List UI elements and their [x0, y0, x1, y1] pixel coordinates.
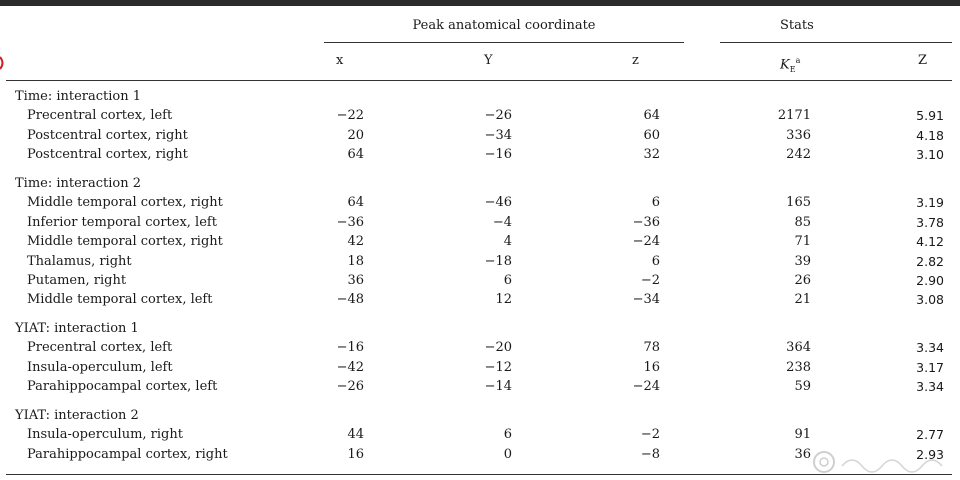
cell-x: −48	[336, 292, 364, 308]
cell-ke: 26	[794, 273, 811, 288]
ke-sup: a	[795, 56, 801, 65]
cell-z: 32	[643, 147, 660, 163]
cell-zscore: 4.18	[916, 127, 944, 143]
peak-coordinate-underline	[324, 42, 684, 43]
cell-y: −16	[484, 147, 512, 163]
cell-ke: 59	[794, 379, 811, 395]
section-title: YIAT: interaction 1	[15, 321, 139, 336]
col-z-header: z	[632, 53, 639, 68]
cell-x: 64	[347, 147, 364, 163]
region-label: Thalamus, right	[27, 253, 132, 269]
cell-z: −2	[640, 427, 660, 443]
section-title: Time: interaction 2	[15, 176, 142, 191]
cell-y: −26	[484, 108, 512, 124]
section-title: Time: interaction 1	[15, 89, 142, 104]
cell-z: 6	[651, 253, 660, 269]
top-border	[0, 0, 960, 6]
cell-y: 6	[503, 427, 512, 443]
cell-x: 16	[347, 446, 364, 462]
cell-y: −20	[484, 340, 512, 356]
cell-z: −8	[640, 446, 660, 462]
ke-main: K	[780, 57, 790, 73]
cell-x: −36	[336, 214, 364, 230]
cell-z: −24	[632, 379, 660, 395]
cell-y: 12	[495, 292, 512, 308]
region-label: Middle temporal cortex, left	[27, 292, 213, 308]
cell-x: −26	[336, 379, 364, 395]
cell-ke: 36	[794, 446, 811, 462]
red-margin-mark	[0, 55, 5, 71]
cell-y: 0	[503, 446, 512, 462]
cell-y: −46	[484, 195, 512, 211]
cell-x: 44	[347, 427, 364, 443]
cell-ke: 242	[786, 147, 811, 163]
cell-y: −12	[484, 359, 512, 375]
cell-ke: 336	[786, 127, 811, 143]
region-label: Inferior temporal cortex, left	[27, 214, 217, 230]
peak-coordinate-header: Peak anatomical coordinate	[412, 18, 596, 33]
cell-ke: 39	[794, 253, 811, 269]
cell-zscore: 3.08	[916, 292, 944, 308]
region-label: Insula-operculum, left	[27, 359, 173, 375]
region-label: Middle temporal cortex, right	[27, 195, 223, 211]
cell-z: −36	[632, 214, 660, 230]
cell-z: −24	[632, 234, 660, 250]
cell-ke: 91	[794, 427, 811, 443]
cell-x: 42	[347, 234, 364, 250]
cell-x: 18	[347, 253, 364, 269]
cell-ke: 2171	[777, 108, 811, 124]
cell-z: 16	[643, 359, 660, 375]
region-label: Putamen, right	[27, 273, 127, 288]
region-label: Postcentral cortex, right	[27, 147, 188, 163]
cell-ke: 364	[786, 340, 811, 356]
cell-x: 36	[347, 273, 364, 288]
cell-zscore: 2.82	[916, 253, 944, 269]
cell-ke: 85	[794, 214, 811, 230]
cell-ke: 165	[786, 195, 811, 211]
cell-zscore: 5.91	[916, 108, 944, 124]
cell-ke: 71	[794, 234, 811, 250]
cell-ke: 21	[794, 292, 811, 308]
cell-zscore: 2.77	[916, 427, 944, 443]
cell-z: 60	[643, 127, 660, 143]
region-label: Parahippocampal cortex, left	[27, 379, 218, 395]
header-rule	[6, 80, 952, 81]
cell-y: −14	[484, 379, 512, 395]
stats-header: Stats	[780, 18, 814, 33]
cell-zscore: 3.78	[916, 214, 944, 230]
region-label: Middle temporal cortex, right	[27, 234, 223, 250]
cell-z: −2	[640, 273, 660, 288]
region-label: Precentral cortex, left	[27, 108, 173, 124]
cell-z: 6	[651, 195, 660, 211]
section-title: YIAT: interaction 2	[15, 408, 139, 423]
cell-z: 64	[643, 108, 660, 124]
cell-x: −22	[336, 108, 364, 124]
cell-ke: 238	[786, 359, 811, 375]
cell-y: 4	[503, 234, 512, 250]
region-label: Precentral cortex, left	[27, 340, 173, 356]
cell-y: −34	[484, 127, 512, 143]
cell-zscore: 3.10	[916, 147, 944, 163]
ke-sub: E	[789, 64, 796, 74]
col-zscore-header: Z	[918, 53, 928, 68]
region-label: Parahippocampal cortex, right	[27, 446, 228, 462]
cell-zscore: 4.12	[916, 234, 944, 250]
cell-x: −42	[336, 359, 364, 375]
stats-underline	[720, 42, 952, 43]
cell-zscore: 2.90	[916, 273, 944, 288]
cell-x: −16	[336, 340, 364, 356]
col-ke-header	[780, 53, 800, 78]
cell-y: −18	[484, 253, 512, 269]
col-x-header: x	[336, 53, 344, 68]
cell-x: 20	[347, 127, 364, 143]
col-y-header: Y	[484, 53, 493, 68]
cell-y: 6	[503, 273, 512, 288]
region-label: Postcentral cortex, right	[27, 127, 188, 143]
cell-zscore: 2.93	[916, 446, 944, 462]
cell-z: 78	[643, 340, 660, 356]
cell-zscore: 3.19	[916, 195, 944, 211]
watermark-logo	[812, 440, 960, 480]
cell-z: −34	[632, 292, 660, 308]
bottom-rule	[6, 474, 952, 475]
cell-zscore: 3.17	[916, 359, 944, 375]
cell-zscore: 3.34	[916, 379, 944, 395]
region-label: Insula-operculum, right	[27, 427, 183, 443]
cell-zscore: 3.34	[916, 340, 944, 356]
cell-y: −4	[492, 214, 512, 230]
cell-x: 64	[347, 195, 364, 211]
